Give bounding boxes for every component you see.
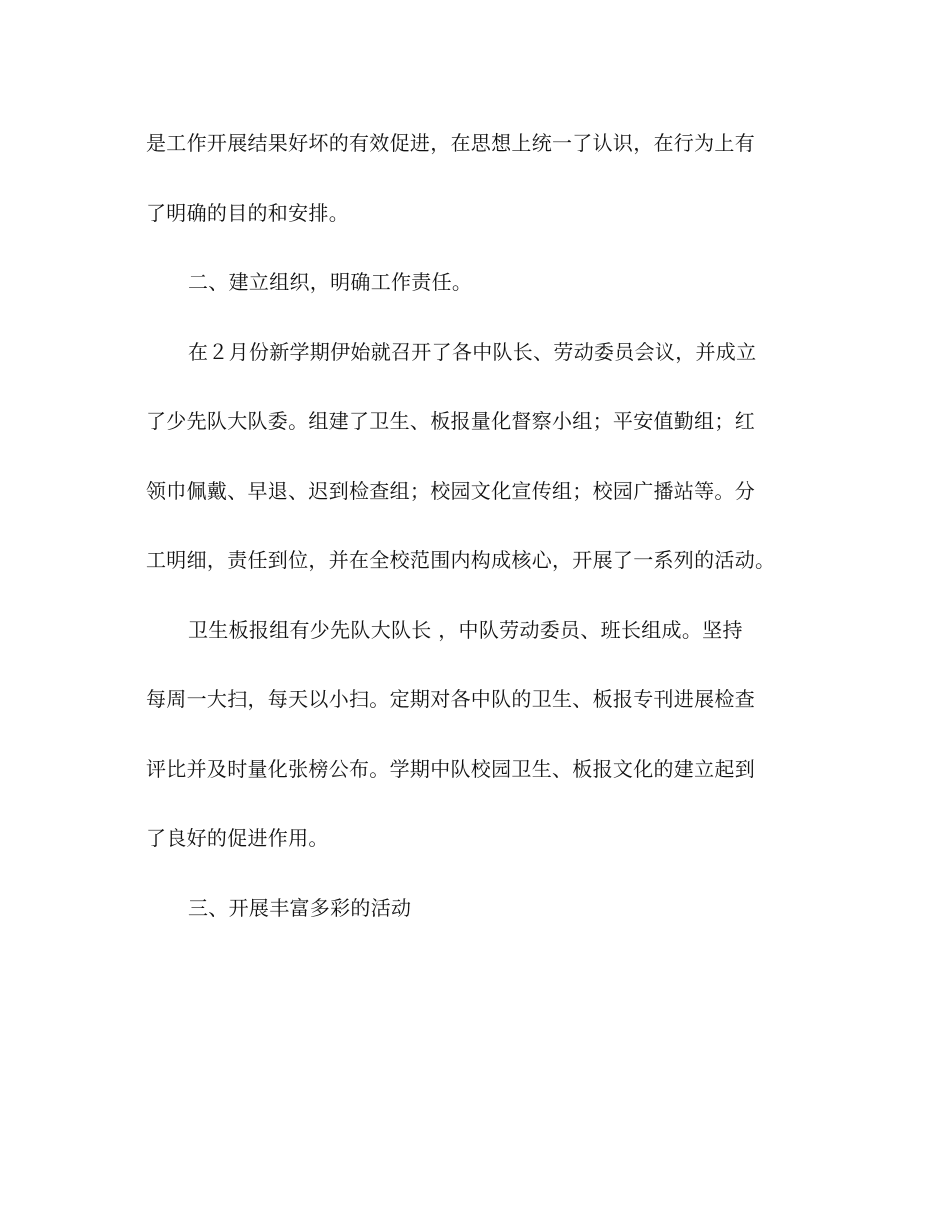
paragraph-line: 了良好的促进作用。 bbox=[146, 826, 329, 850]
paragraph-line: 评比并及时量化张榜公布。学期中队校园卫生、板报文化的建立起到 bbox=[146, 757, 755, 781]
paragraph-line: 是工作开展结果好坏的有效促进，在思想上统一了认识，在行为上有 bbox=[146, 131, 755, 155]
paragraph-line: 工明细，责任到位，并在全校范围内构成核心，开展了一系列的活动。 bbox=[146, 548, 776, 572]
paragraph-line: 领巾佩戴、早退、迟到检查组；校园文化宣传组；校园广播站等。分 bbox=[146, 479, 755, 503]
section-heading: 三、开展丰富多彩的活动 bbox=[188, 896, 412, 920]
section-heading: 二、建立组织，明确工作责任。 bbox=[188, 270, 473, 294]
paragraph-line: 了少先队大队委。组建了卫生、板报量化督察小组；平安值勤组；红 bbox=[146, 409, 755, 433]
paragraph-line: 卫生板报组有少先队大队长 ，中队劳动委员、班长组成。坚持 bbox=[188, 618, 743, 642]
paragraph-line: 了明确的目的和安排。 bbox=[146, 201, 349, 225]
paragraph-line: 每周一大扫，每天以小扫。定期对各中队的卫生、板报专刊进展检查 bbox=[146, 687, 755, 711]
paragraph-line: 在２月份新学期伊始就召开了各中队长、劳动委员会议，并成立 bbox=[188, 340, 757, 364]
